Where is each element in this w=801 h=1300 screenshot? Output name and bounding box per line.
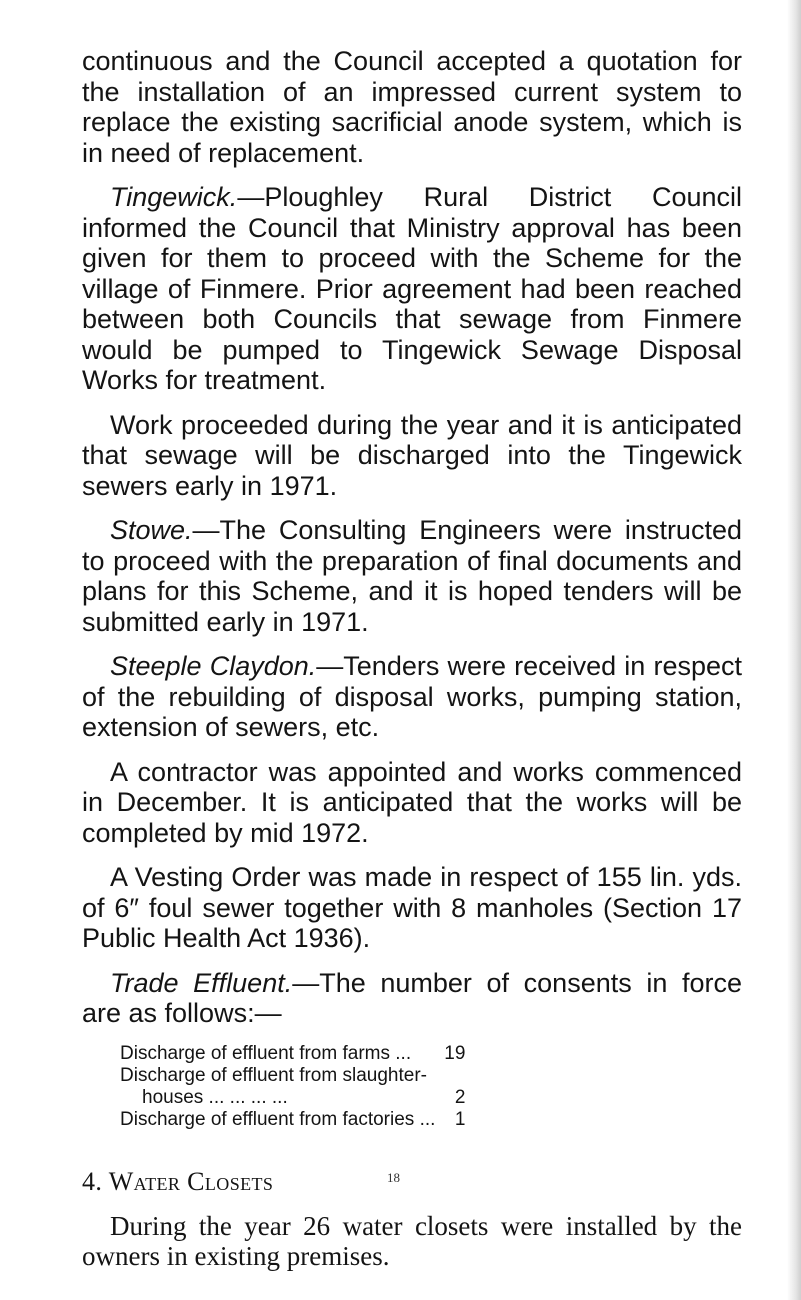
- effluent-label: Discharge of effluent from factories ...: [120, 1108, 436, 1130]
- document-page: [82, 46, 742, 1272]
- paragraph-trade-effluent: [82, 968, 742, 1029]
- page-edge-shadow: [787, 0, 801, 1300]
- effluent-label: Discharge of effluent from farms ...: [120, 1042, 412, 1064]
- table-row: [120, 1043, 465, 1065]
- stowe-lead: Stowe.: [110, 515, 193, 545]
- trade-effluent-text: —The number of consents in force are as follows:—: [82, 967, 743, 1028]
- page-number: 18: [387, 1170, 400, 1185]
- paragraph-tingewick: [82, 182, 742, 396]
- table-row: [120, 1109, 465, 1131]
- table-row: [120, 1065, 465, 1087]
- tingewick-text: —Ploughley Rural District Council informed the Council that Ministry approval has been given for them to proceed with the Scheme for the village of Finmere. Prior agreement had been reached between both Councils that sewage from Finmere would be pumped to Tingewick Sewage Disposal Works for treatment.: [82, 182, 742, 395]
- paragraph-stowe: [82, 515, 742, 637]
- effluent-count: 19: [444, 1042, 466, 1064]
- effluent-label: Discharge of effluent from slaughter-: [120, 1064, 427, 1086]
- paragraph-steeple-claydon: [82, 651, 742, 743]
- effluent-count: 1: [454, 1108, 466, 1130]
- effluent-count: 2: [454, 1086, 466, 1108]
- effluent-count: [435, 1065, 465, 1087]
- stowe-text: —The Consulting Engineers were instructed to proceed with the preparation of final documents and plans for this Scheme, and it is hoped tenders will be submitted early in 1971.: [82, 515, 742, 637]
- effluent-label: houses ... ... ... ...: [142, 1086, 288, 1108]
- paragraph-work-proceeded: Work proceeded during the year and it is anticipated that sewage will be discharged into the Tingewick sewers early in 1971.: [82, 409, 742, 501]
- paragraph-contractor: A contractor was appointed and works commenced in December. It is anticipated that the works will be completed by mid 1972.: [82, 756, 742, 848]
- table-row: [120, 1087, 465, 1109]
- paragraph-vesting-order: A Vesting Order was made in respect of 155 lin. yds. of 6″ foul sewer together with 8 manholes (Section 17 Public Health Act 1936).: [82, 862, 742, 953]
- steeple-claydon-lead: Steeple Claydon.: [110, 651, 317, 681]
- tingewick-lead: Tingewick.: [110, 182, 238, 212]
- paragraph-sacrificial-anode: continuous and the Council accepted a quotation for the installation of an impressed current system to replace the existing sacrificial anode system, which is in need of replacement.: [82, 46, 742, 168]
- effluent-consents-table: [120, 1043, 465, 1131]
- steeple-claydon-text: —Tenders were received in respect of the rebuilding of disposal works, pumping station, extension of sewers, etc.: [82, 651, 742, 742]
- section-heading-water-closets: 4. Water Closets: [82, 1166, 274, 1196]
- trade-effluent-lead: Trade Effluent.: [110, 967, 293, 998]
- paragraph-water-closets: During the year 26 water closets were installed by the owners in existing premises.: [82, 1210, 742, 1271]
